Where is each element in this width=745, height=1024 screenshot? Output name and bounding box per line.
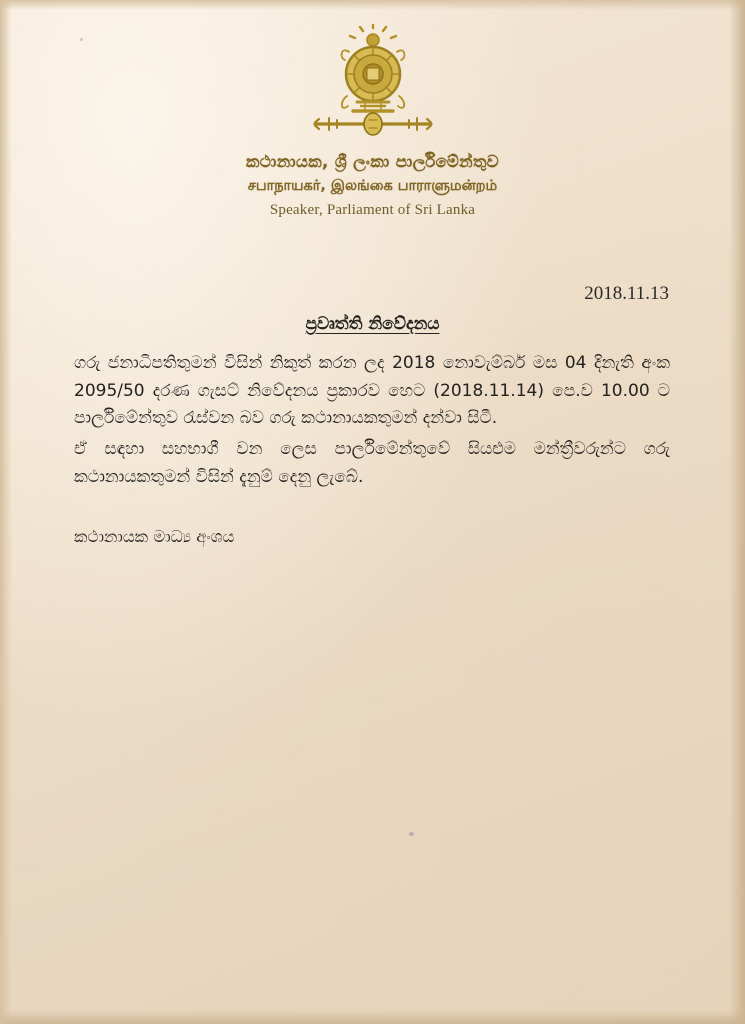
- document-date: 2018.11.13: [584, 283, 669, 304]
- document-signoff: කථානායක මාධ්‍ය අංශය: [74, 527, 235, 546]
- page-edge-top: [0, 0, 745, 10]
- letterhead-titles: [0, 152, 745, 220]
- body-paragraph-1: ගරු ජනාධිපතිතුමන් විසින් නිකුත් කරන ලද 2018 නොවැම්බර් මස 04 දිනැති අංක 2095/50 දරණ ගැසට් නිවේදනය ප්‍රකාරව හෙට (2018.11.14) පෙ.ව 10.00 ට පාර්ලිමේන්තුව රැස්වන බව ගරු කථානායකතුමන් දන්වා සිටී.: [74, 353, 670, 429]
- document-title: ප්‍රවෘත්ති නිවේදනය: [305, 314, 440, 334]
- letterhead-title-sinhala: කථානායක, ශ්‍රී ලංකා පාර්ලිමේන්තුව: [245, 152, 500, 171]
- letterhead-title-tamil: சபாநாயகர், இலங்கை பாராளுமன்றம்: [247, 177, 498, 194]
- letterhead-title-english: Speaker, Parliament of Sri Lanka: [269, 201, 476, 218]
- body-paragraph-2: ඒ සඳහා සහභාගී වන ලෙස පාර්ලිමේන්තුවේ සියළුම මන්ත්‍රීවරුන්ට ගරු කථානායකතුමන් විසින් දැනුම් දෙනු ලැබේ.: [74, 439, 670, 487]
- letterhead-emblem: [0, 24, 745, 144]
- sri-lanka-parliament-mace-emblem-icon: [293, 24, 453, 144]
- scan-artifact-speck: [409, 832, 414, 836]
- page-edge-bottom: [0, 1010, 745, 1024]
- scan-artifact-speck-secondary: [80, 38, 83, 41]
